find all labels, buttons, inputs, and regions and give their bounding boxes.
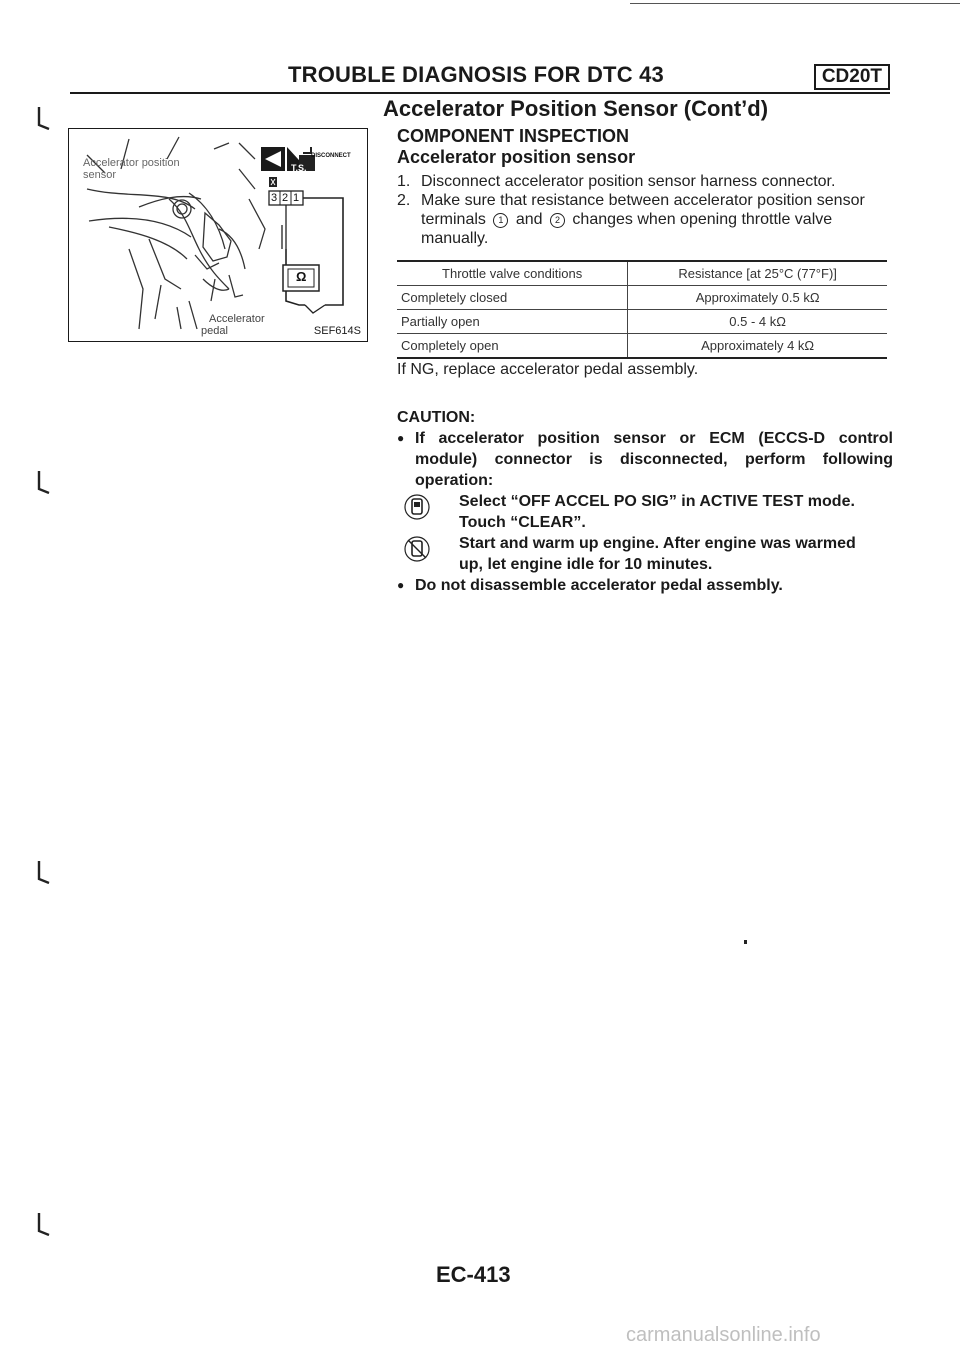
ohmmeter-icon: Ω [296,269,307,284]
terminal-3-label: 3 [271,192,278,204]
figure-code: SEF614S [313,325,361,337]
table-cell: Completely closed [397,286,628,310]
engine-line: Start and warm up engine. After engine was warmed [459,535,856,552]
table-row [397,310,887,334]
header-rule [70,92,890,94]
no-tester-icon [397,533,459,573]
binding-mark-icon [36,1212,50,1236]
table-cell: Partially open [397,310,628,334]
step-text: Make sure that resistance between accelerator position sensor terminals 1 and 2 changes when opening throttle valve manually. [421,192,865,247]
step-text: Disconnect accelerator position sensor harness connector. [421,173,836,190]
consult-line: Touch “CLEAR”. [459,514,586,531]
table-header-row [397,261,887,286]
consult-instruction [397,491,893,533]
step-number: 2. [397,192,411,209]
page-header [70,62,890,96]
resistance-table [397,260,887,359]
figure-label-sensor-line2: sensor [83,169,117,181]
step-item [397,172,893,191]
disconnect-label: DISCONNECT [311,153,351,159]
column-header: Resistance [at 25°C (77°F)] [678,266,837,281]
caution-bullet [397,428,893,491]
figure-label-sensor-line1: Accelerator position [83,157,180,169]
figure-label-pedal-line2: pedal [201,325,228,337]
top-edge-line [630,3,960,4]
table-cell: Approximately 4 kΩ [701,338,815,353]
subheading: COMPONENT INSPECTION [397,126,630,146]
section-title: Accelerator Position Sensor (Cont’d) [383,96,769,121]
terminal-1-circled: 1 [493,213,508,228]
consult-line: Select “OFF ACCEL PO SIG” in ACTIVE TEST mode. [459,493,855,510]
table-cell: Approximately 0.5 kΩ [695,290,820,305]
engine-line: up, let engine idle for 10 minutes. [459,556,713,573]
stray-mark [744,940,747,944]
engine-instruction [397,533,893,575]
binding-mark-icon [36,470,50,494]
table-row [397,334,887,359]
table-cell: 0.5 - 4 kΩ [729,314,786,329]
caution-heading: CAUTION: [397,409,476,426]
caution-bullet [397,575,893,596]
table-cell: Completely open [397,334,628,359]
caution-block [397,407,893,596]
binding-mark-icon [36,106,50,130]
inspection-figure [68,128,368,342]
caution-bullet-text: If accelerator position sensor or ECM (ECCS-D control module) connector is disconnected, perform following operation: [415,430,893,489]
terminal-2-circled: 2 [550,213,565,228]
consult-tester-icon [397,491,459,531]
terminal-2-label: 2 [282,192,289,204]
caution-bullet-text: Do not disassemble accelerator pedal assembly. [415,577,783,594]
engine-code-badge: CD20T [814,64,890,90]
ng-note: If NG, replace accelerator pedal assembly. [397,361,699,378]
bullet-icon: ● [397,578,405,592]
terminal-1-label: 1 [293,192,300,204]
watermark: carmanualsonline.info [626,1324,821,1346]
column-header: Throttle valve conditions [397,261,628,286]
page-title: TROUBLE DIAGNOSIS FOR DTC 43 [288,62,664,87]
table-row [397,286,887,310]
page-number: EC-413 [436,1262,511,1287]
ts-label: T.S. [291,163,307,173]
step-number: 1. [397,173,411,190]
step-item [397,191,893,248]
component-heading: Accelerator position sensor [397,147,636,167]
main-content [383,96,893,596]
binding-mark-icon [36,860,50,884]
bullet-icon: ● [397,431,405,445]
figure-label-pedal-line1: Accelerator [209,313,265,325]
inspection-steps [397,172,893,248]
